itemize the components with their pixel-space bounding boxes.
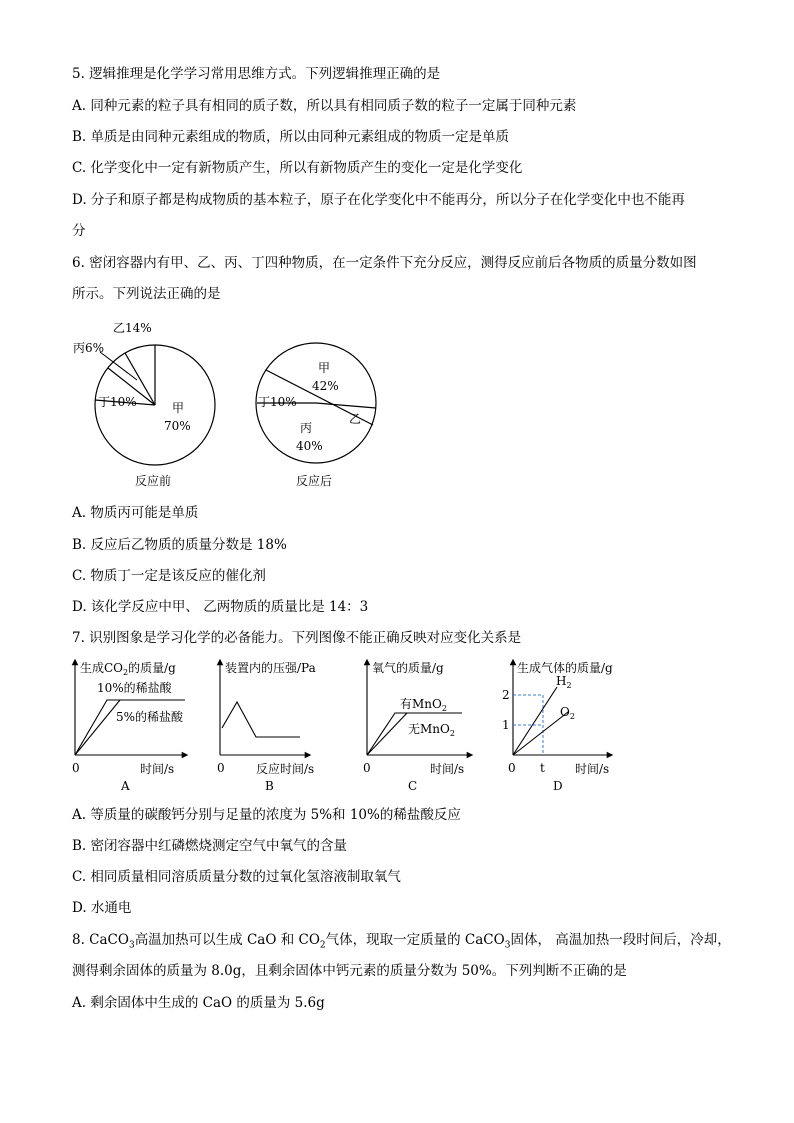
svg-text:生成CO2的质量/g: 生成$CO_2$的质量/g	[80, 661, 176, 677]
graph-c	[363, 660, 470, 793]
svg-text:O2: $O_2$	[560, 705, 575, 721]
graph-a-line2-label: 5%的稀盐酸	[116, 710, 184, 724]
graph-b-caption: B	[265, 779, 274, 793]
q5-option-a: A. 同种元素的粒子具有相同的质子数，所以具有相同质子数的粒子一定属于同种元素	[72, 98, 577, 114]
pie-before-caption: 反应前	[135, 474, 172, 488]
graph-a	[72, 660, 185, 793]
graph-d-xlabel: 时间/s	[575, 762, 610, 776]
graph-a-origin: 0	[72, 761, 80, 775]
pie-after-label-jia: 甲	[318, 361, 331, 375]
graph-d-tick-t: t	[540, 761, 545, 775]
pie-after-value-jia: 42%	[312, 379, 339, 393]
graph-b-ylabel: 装置内的压强/Pa	[225, 661, 316, 675]
svg-text:H2: $H_2$	[556, 674, 572, 690]
pie-before-label-ding: 丁10%	[98, 395, 137, 409]
pie-after-label-yi: 乙	[349, 412, 362, 426]
graph-c-origin: 0	[363, 761, 371, 775]
q7-stem: 7. 识别图象是学习化学的必备能力。下列图像不能正确反映对应变化关系是	[72, 630, 522, 646]
pie-before-value-jia: 70%	[164, 419, 191, 433]
graph-c-caption: C	[408, 779, 418, 793]
pie-after	[256, 343, 376, 488]
pie-before-label-bing: 丙6%	[73, 341, 105, 355]
q6-pie-figure	[0, 300, 794, 500]
svg-text:无MnO2: 无MnO$_2$	[408, 722, 455, 738]
pie-after-caption: 反应后	[296, 474, 333, 488]
q8-option-a: A. 剩余固体中生成的 CaO 的质量为 5.6g	[72, 995, 325, 1011]
pie-after-label-ding: 丁10%	[258, 395, 297, 409]
q7-option-b: B. 密闭容器中红磷燃烧测定空气中氧气的含量	[72, 838, 348, 854]
graph-d	[502, 660, 613, 793]
svg-text:有MnO2: 有MnO$_2$	[400, 697, 447, 713]
graph-a-line1-label: 10%的稀盐酸	[97, 681, 172, 695]
pie-after-label-bing: 丙	[300, 421, 313, 435]
q7-option-a: A. 等质量的碳酸钙分别与足量的浓度为 5%和 10%的稀盐酸反应	[72, 807, 461, 823]
graph-b-origin: 0	[217, 761, 225, 775]
graph-c-xlabel: 时间/s	[430, 762, 465, 776]
q8-stem: 8. CaCO$_3$高温加热可以生成 CaO 和 $CO_2$气体，现取一定质量的 CaCO$_3$固体， 高温加热一段时间后，冷却，	[72, 932, 731, 951]
graph-a-caption: A	[121, 779, 130, 793]
graph-d-ylabel: 生成气体的质量/g	[517, 661, 613, 675]
q7-option-d: D. 水通电	[72, 900, 132, 916]
graph-d-origin: 0	[508, 761, 516, 775]
q7-graphs-figure	[0, 650, 794, 795]
q6-option-c: C. 物质丁一定是该反应的催化剂	[72, 568, 266, 584]
graph-d-tick-1: 1	[502, 718, 510, 732]
graph-d-tick-2: 2	[502, 688, 510, 702]
q6-option-b: B. 反应后乙物质的质量分数是 18%	[72, 537, 287, 553]
q5-option-d-cont: 分	[72, 223, 86, 239]
pie-after-value-bing: 40%	[296, 439, 323, 453]
q5-option-d: D. 分子和原子都是构成物质的基本粒子，原子在化学变化中不能再分，所以分子在化学变化中也不能再	[72, 192, 685, 208]
graph-b	[217, 660, 316, 793]
q6-stem-cont: 所示。下列说法正确的是	[72, 286, 221, 302]
pie-before	[73, 321, 215, 488]
q5-option-c: C. 化学变化中一定有新物质产生，所以有新物质产生的变化一定是化学变化	[72, 160, 523, 176]
graph-b-xlabel: 反应时间/s	[256, 762, 315, 776]
q8-stem-cont: 测得剩余固体的质量为 8.0g，且剩余固体中钙元素的质量分数为 50%。下列判断不正确的是	[72, 963, 627, 979]
graph-c-ylabel: 氧气的质量/g	[372, 661, 444, 675]
pie-before-label-yi: 乙14%	[113, 321, 152, 335]
q5-stem: 5. 逻辑推理是化学学习常用思维方式。下列逻辑推理正确的是	[72, 66, 441, 82]
pie-before-label-jia: 甲	[172, 401, 185, 415]
q6-stem: 6. 密闭容器内有甲、乙、丙、丁四种物质，在一定条件下充分反应，测得反应前后各物质的质量分数如图	[72, 255, 697, 271]
q6-option-d: D. 该化学反应中甲、 乙两物质的质量比是 14：3	[72, 599, 369, 615]
q7-option-c: C. 相同质量相同溶质质量分数的过氧化氢溶液制取氧气	[72, 869, 401, 885]
q6-option-a: A. 物质丙可能是单质	[72, 505, 199, 521]
q5-option-b: B. 单质是由同种元素组成的物质，所以由同种元素组成的物质一定是单质	[72, 129, 510, 145]
graph-d-caption: D	[553, 779, 563, 793]
graph-a-xlabel: 时间/s	[140, 762, 175, 776]
